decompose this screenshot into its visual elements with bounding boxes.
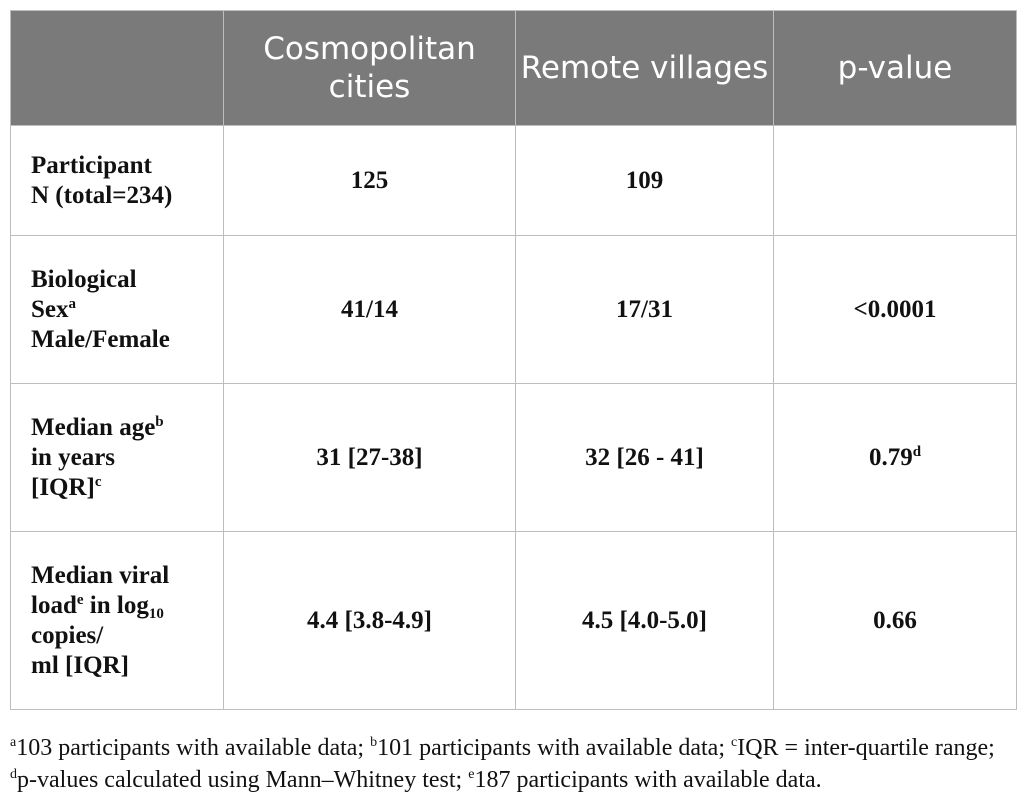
table-row-viral-load [11, 532, 1017, 710]
header-row [11, 11, 1017, 126]
label-line: Biological [31, 265, 137, 293]
label-line: in years [31, 443, 116, 471]
footnote-marker: e [76, 591, 84, 608]
cell-villages-viral-load: 4.5 [4.0-5.0] [516, 532, 774, 710]
label-line: Sex [31, 295, 69, 323]
label-line: Median viral [31, 561, 170, 589]
footnote-text: 187 participants with available data. [474, 767, 822, 793]
label-line: in log [83, 591, 149, 619]
table-row-participant [11, 126, 1017, 236]
row-label-viral-load [11, 532, 224, 710]
footnote-marker: d [912, 443, 922, 460]
footnote-marker: e [468, 767, 475, 782]
header-remote-villages: Remote villages [516, 11, 774, 126]
footnote-text: p-values calculated using Mann–Whitney test; [17, 767, 469, 793]
label-line: Participant [31, 151, 152, 179]
footnote-marker: c [731, 735, 738, 750]
footnote-marker: a [68, 295, 76, 312]
label-line: load [31, 591, 77, 619]
footnote-marker: b [155, 413, 164, 430]
cell-villages-participant: 109 [516, 126, 774, 236]
table-row-biological-sex [11, 236, 1017, 384]
cell-cities-participant: 125 [224, 126, 516, 236]
cell-pvalue-viral-load: 0.66 [774, 532, 1017, 710]
cell-villages-age: 32 [26 - 41] [516, 384, 774, 532]
cell-villages-sex: 17/31 [516, 236, 774, 384]
label-line: ml [IQR] [31, 651, 129, 679]
footnote-text: IQR = inter-quartile range; [737, 735, 995, 761]
footnote-marker: a [10, 735, 17, 750]
cell-pvalue-age [774, 384, 1017, 532]
cell-pvalue-participant [774, 126, 1017, 236]
footnote-marker: c [94, 473, 102, 490]
label-line: Male/Female [31, 325, 170, 353]
demographics-table [10, 10, 1017, 710]
row-label-biological-sex [11, 236, 224, 384]
footnote-marker: b [370, 735, 378, 750]
cell-cities-sex: 41/14 [224, 236, 516, 384]
label-line: copies/ [31, 621, 104, 649]
subscript: 10 [148, 605, 164, 622]
cell-cities-age: 31 [27-38] [224, 384, 516, 532]
cell-pvalue-sex: <0.0001 [774, 236, 1017, 384]
footnote-text: 101 participants with available data; [377, 735, 731, 761]
header-cosmopolitan-cities: Cosmopolitan cities [224, 11, 516, 126]
row-label-median-age [11, 384, 224, 532]
label-line: N (total=234) [31, 181, 173, 209]
label-line: Median age [31, 413, 156, 441]
header-blank-cell [11, 11, 224, 126]
row-label-participant [11, 126, 224, 236]
footnote-text: 103 participants with available data; [16, 735, 371, 761]
label-line: [IQR] [31, 473, 95, 501]
header-p-value: p-value [774, 11, 1017, 126]
table-row-median-age [11, 384, 1017, 532]
table-footnote [10, 732, 1020, 796]
pvalue-text: 0.79 [868, 443, 913, 471]
footnote-marker: d [10, 767, 17, 782]
cell-cities-viral-load: 4.4 [3.8-4.9] [224, 532, 516, 710]
